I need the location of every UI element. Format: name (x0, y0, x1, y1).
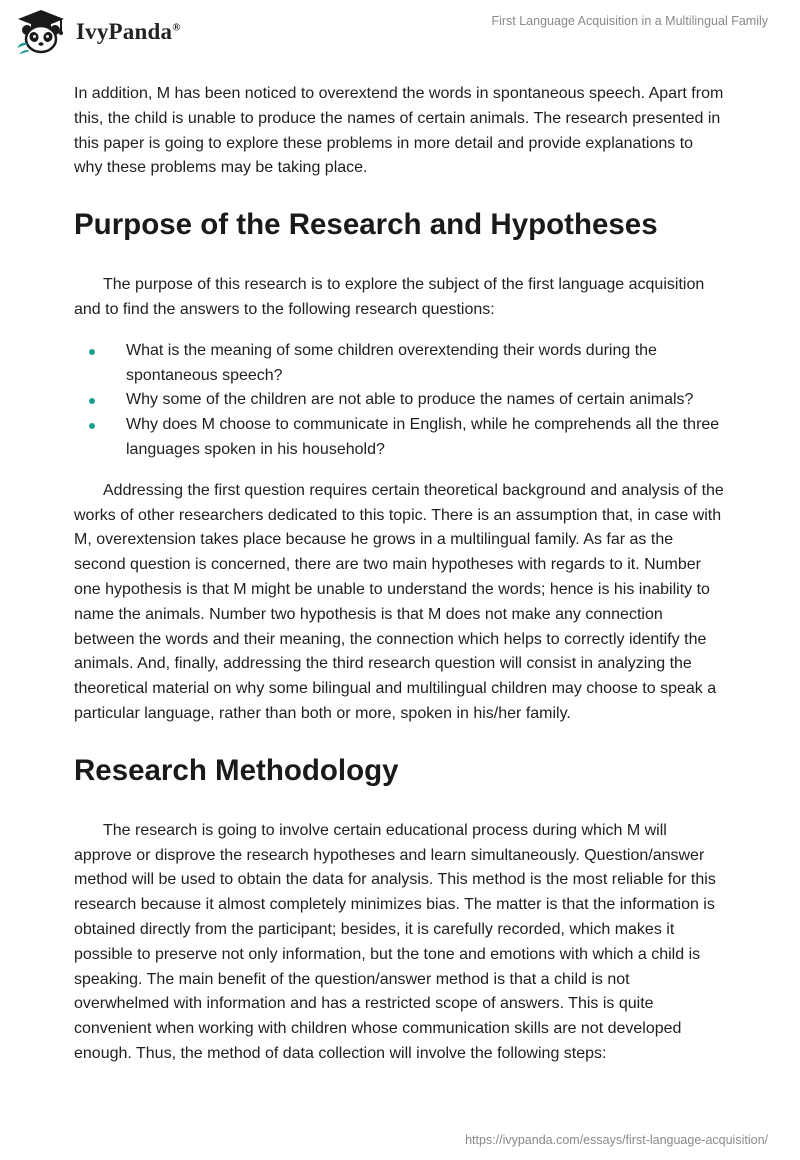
section-heading-purpose: Purpose of the Research and Hypotheses (74, 208, 658, 242)
document-title: First Language Acquisition in a Multilingual Family (491, 14, 768, 28)
bullet-icon (89, 423, 95, 429)
hypotheses-paragraph: Addressing the first question requires certain theoretical background and analysis of the works of other researchers dedicated to this topic. There is an assumption that, in case with M, overextension takes place because he grows in a multilingual family. As far as the second question is concerned, there are two main hypotheses with regards to it. Number one hypothesis is that M might be unable to understand the words; hence is his inability to name the animals. Number two hypothesis is that M does not make any connection between the words and their meaning, the connection which helps to correctly identify the animals. And, finally, addressing the third research question will consist in analyzing the theoretical material on why some bilingual and multilingual children may choose to speak a particular language, rather than both or more, spoken in his/her family. (74, 481, 724, 722)
bullet-icon (89, 398, 95, 404)
logo-text: IvyPanda® (76, 19, 181, 44)
bullet-icon (89, 349, 95, 355)
purpose-paragraph: The purpose of this research is to explore the subject of the first language acquisition and to find the answers to the following research questions: (74, 276, 705, 318)
intro-paragraph: In addition, M has been noticed to overextend the words in spontaneous speech. Apart from this, the child is unable to produce the names of certain animals. The research presented in this paper is going to explore these problems in more detail and provide explanations to why these problems may be taking place. (74, 85, 724, 177)
panda-logo-icon (14, 8, 68, 56)
methodology-paragraph: The research is going to involve certain educational process during which M will approve or disprove the research hypotheses and learn simultaneously. Question/answer method will be used to obtain the data for analysis. This method is the most reliable for this research because it almost completely minimizes bias. The matter is that the information is obtained directly from the participant; besides, it is carefully recorded, which makes it possible to preserve not only information, but the tone and emotions with which a child is speaking. The main benefit of the question/answer method is that a child is not overwhelmed with information and has a restricted scope of answers. This is quite convenient when working with children whose communication skills are not developed enough. Thus, the method of data collection will involve the following steps: (74, 821, 716, 1062)
section-heading-methodology: Research Methodology (74, 753, 399, 787)
list-item: Why some of the children are not able to produce the names of certain animals? (74, 388, 724, 413)
research-questions-list (74, 339, 724, 463)
list-item: What is the meaning of some children overextending their words during the spontaneous speech? (74, 339, 724, 389)
list-item: Why does M choose to communicate in English, while he comprehends all the three languages spoken in his household? (74, 413, 724, 463)
page-header (0, 0, 800, 70)
essay-content (74, 82, 724, 1083)
footer-url[interactable]: https://ivypanda.com/essays/first-language-acquisition/ (465, 1133, 768, 1147)
logo[interactable] (14, 8, 181, 56)
